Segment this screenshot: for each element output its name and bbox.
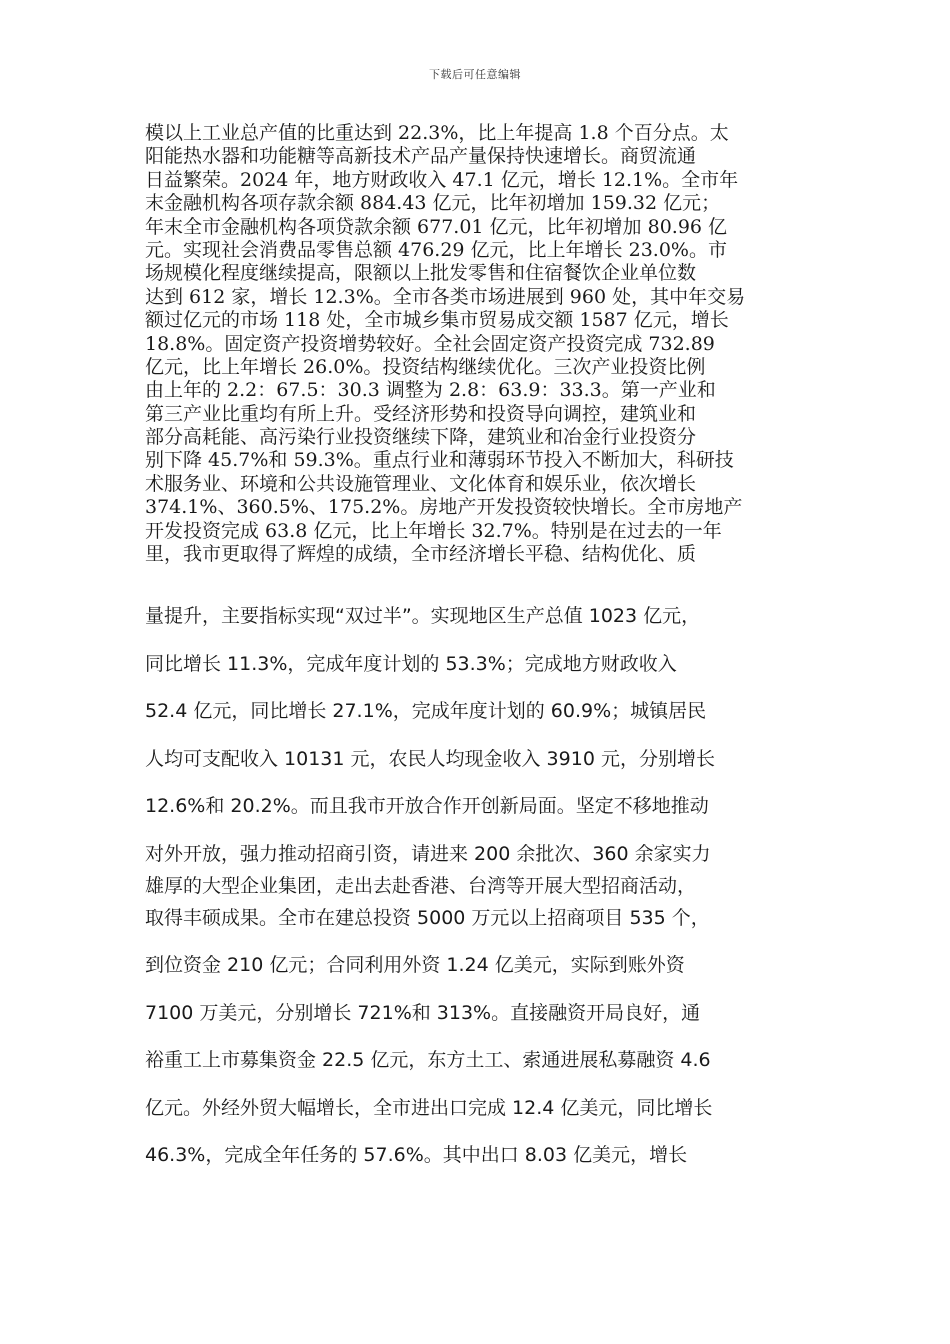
text-line: 对外开放，强力推动招商引资，请进来 200 余批次、360 余家实力 [145,842,711,865]
text-line: 场规模化程度继续提高，限额以上批发零售和住宿餐饮企业单位数 [145,262,697,285]
text-line: 第三产业比重均有所上升。受经济形势和投资导向调控，建筑业和 [145,402,697,425]
text-line: 里，我市更取得了辉煌的成绩，全市经济增长平稳、结构优化、质 [145,543,697,566]
text-line: 亿元，比上年增长 26.0%。投资结构继续优化。三次产业投资比例 [145,355,706,378]
text-line: 12.6%和 20.2%。而且我市开放合作开创新局面。坚定不移地推动 [145,795,709,817]
body-text-serif [145,122,815,566]
text-line: 裕重工上市募集资金 22.5 亿元，东方土工、索通进展私募融资 4.6 [145,1049,711,1071]
text-line: 亿元。外经外贸大幅增长，全市进出口完成 12.4 亿美元，同比增长 [145,1096,713,1119]
text-line: 量提升，主要指标实现“双过半”。实现地区生产总值 1023 亿元， [145,605,701,627]
text-line: 达到 612 家，增长 12.3%。全市各类市场进展到 960 处，其中年交易 [145,285,746,308]
text-line: 同比增长 11.3%，完成年度计划的 53.3%；完成地方财政收入 [145,652,677,675]
text-line: 部分高耗能、高污染行业投资继续下降，建筑业和冶金行业投资分 [145,426,697,449]
page-header: 下载后可任意编辑 [429,68,521,81]
text-line: 年末全市金融机构各项贷款余额 677.01 亿元，比年初增加 80.96 亿 [145,215,728,238]
body-text-sans [145,600,815,1187]
text-line: 别下降 45.7%和 59.3%。重点行业和薄弱环节投入不断加大，科研技 [145,449,734,472]
text-line: 46.3%，完成全年任务的 57.6%。其中出口 8.03 亿美元，增长 [145,1144,688,1166]
text-line: 由上年的 2.2：67.5：30.3 调整为 2.8：63.9：33.3。第一产业和 [145,379,716,402]
text-line: 18.8%。固定资产投资增势较好。全社会固定资产投资完成 732.89 [145,332,715,355]
text-line: 日益繁荣。2024 年，地方财政收入 47.1 亿元，增长 12.1%。全市年 [145,168,739,191]
text-line: 52.4 亿元，同比增长 27.1%，完成年度计划的 60.9%；城镇居民 [145,700,707,722]
text-line: 末金融机构各项存款余额 884.43 亿元，比年初增加 159.32 亿元； [145,192,721,215]
text-line: 元。实现社会消费品零售总额 476.29 亿元，比上年增长 23.0%。市 [145,238,727,261]
text-line: 7100 万美元，分别增长 721%和 313%。直接融资开局良好，通 [145,1001,701,1024]
text-line: 人均可支配收入 10131 元，农民人均现金收入 3910 元，分别增长 [145,747,715,770]
text-line: 雄厚的大型企业集团，走出去赴香港、台湾等开展大型招商活动， [145,874,697,897]
text-line: 开发投资完成 63.8 亿元，比上年增长 32.7%。特别是在过去的一年 [145,519,722,542]
text-line: 额过亿元的市场 118 处，全市城乡集市贸易成交额 1587 亿元，增长 [145,309,729,332]
text-line: 模以上工业总产值的比重达到 22.3%，比上年提高 1.8 个百分点。太 [145,122,729,144]
text-line: 术服务业、环境和公共设施管理业、文化体育和娱乐业，依次增长 [145,472,697,495]
text-line: 374.1%、360.5%、175.2%。房地产开发投资较快增长。全市房地产 [145,496,743,519]
text-line: 到位资金 210 亿元；合同利用外资 1.24 亿美元，实际到账外资 [145,954,685,976]
text-line: 取得丰硕成果。全市在建总投资 5000 万元以上招商项目 535 个， [145,906,710,929]
text-line: 阳能热水器和功能糖等高新技术产品产量保持快速增长。商贸流通 [145,145,697,168]
